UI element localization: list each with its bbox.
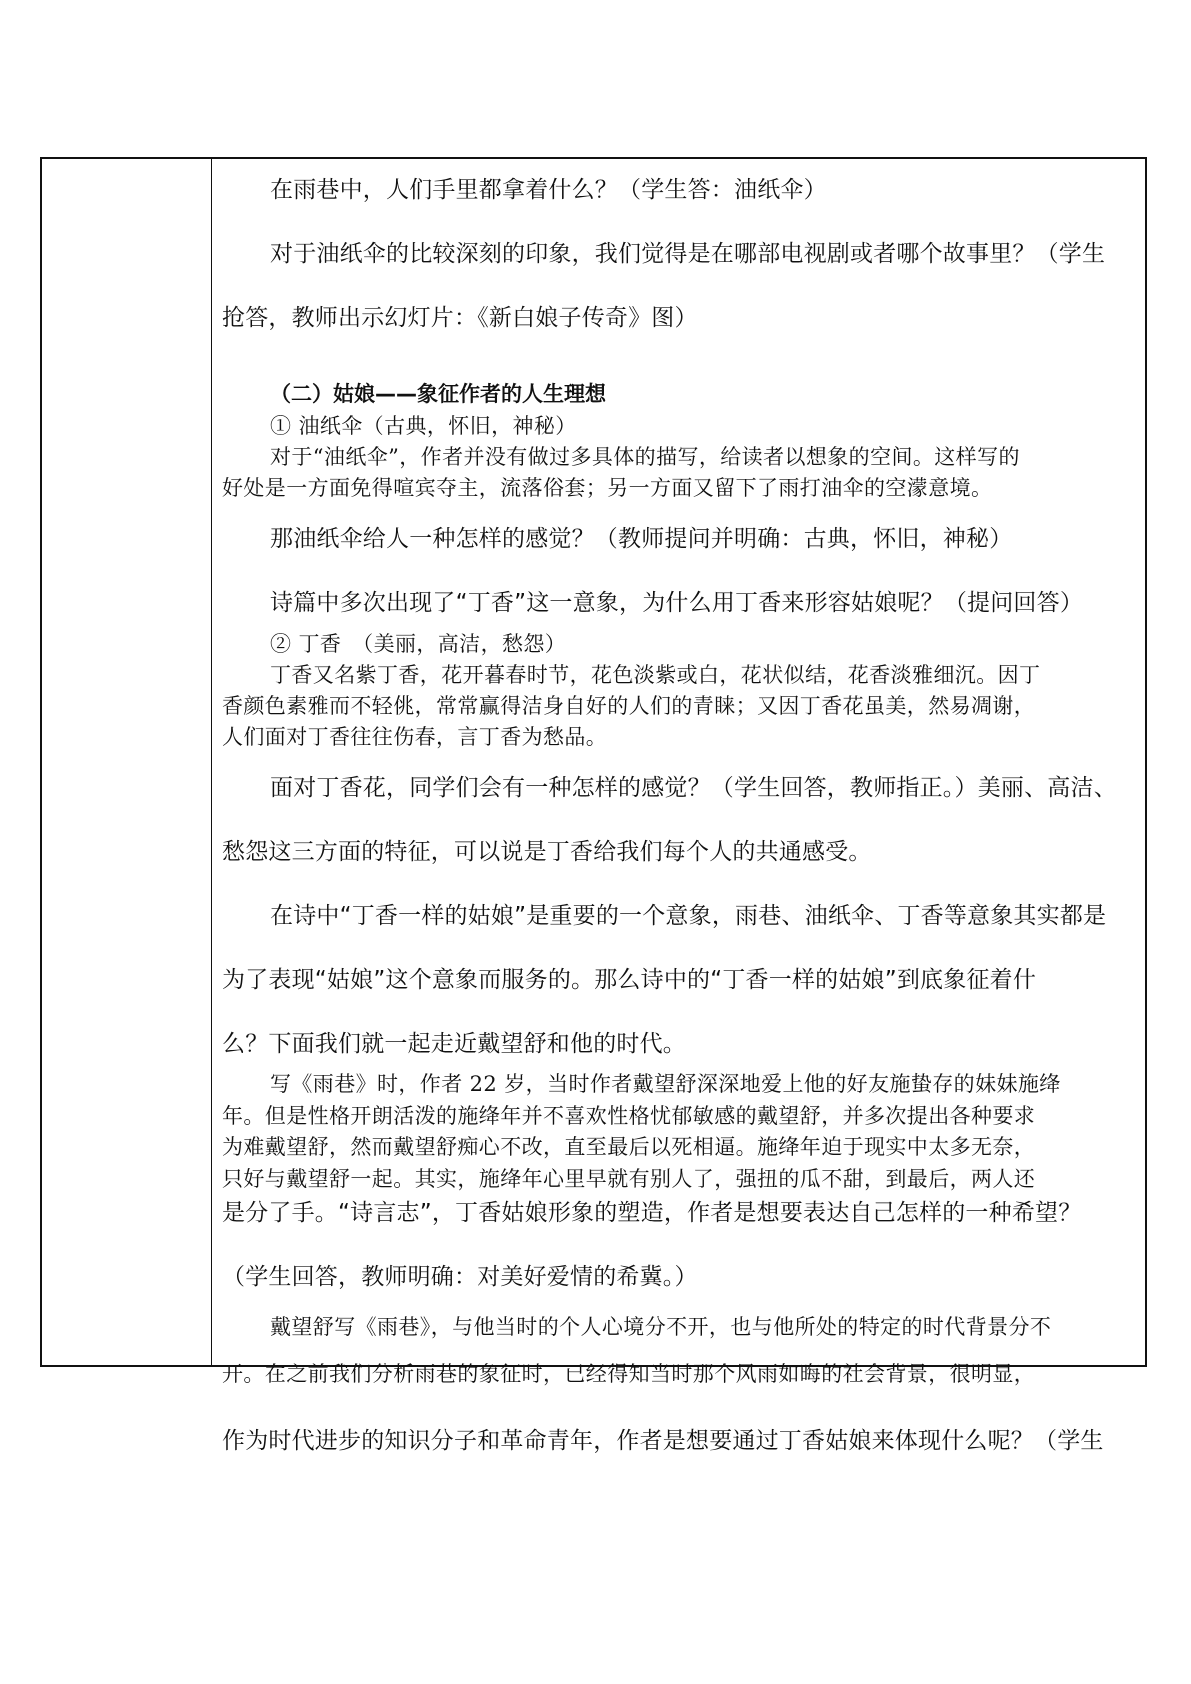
text-line: 么？下面我们就一起走近戴望舒和他的时代。: [222, 1031, 686, 1057]
text-line: 年。但是性格开朗活泼的施绛年并不喜欢性格忧郁敏感的戴望舒，并多次提出各种要求: [222, 1104, 1036, 1128]
text-line: 作为时代进步的知识分子和革命青年，作者是想要通过丁香姑娘来体现什么呢？（学生: [222, 1428, 1104, 1454]
text-line: 那油纸伞给人一种怎样的感觉？（教师提问并明确：古典，怀旧，神秘）: [270, 526, 1013, 552]
text-line: 人们面对丁香往往伤春，言丁香为愁品。: [222, 725, 608, 749]
left-column-cell: [42, 159, 212, 1365]
text-line: （学生回答，教师明确：对美好爱情的希冀。）: [222, 1264, 698, 1290]
text-line: 对于“油纸伞”，作者并没有做过多具体的描写，给读者以想象的空间。这样写的: [270, 445, 1020, 469]
text-line: 为了表现“姑娘”这个意象而服务的。那么诗中的“丁香一样的姑娘”到底象征着什: [222, 967, 1037, 993]
text-line: 好处是一方面免得喧宾夺主，流落俗套；另一方面又留下了雨打油伞的空濛意境。: [222, 476, 993, 500]
text-line: 只好与戴望舒一起。其实，施绛年心里早就有别人了，强扭的瓜不甜，到最后，两人还: [222, 1167, 1036, 1191]
text-line: 抢答，教师出示幻灯片：《新白娘子传奇》图）: [222, 305, 698, 331]
text-line: 香颜色素雅而不轻佻，常常赢得洁身自好的人们的青睐；又因丁香花虽美，然易凋谢，: [222, 694, 1036, 718]
text-line: 愁怨这三方面的特征，可以说是丁香给我们每个人的共通感受。: [222, 839, 872, 865]
text-line: 是分了手。“诗言志”，丁香姑娘形象的塑造，作者是想要表达自己怎样的一种希望？: [222, 1200, 1082, 1226]
text-line: ① 油纸伞（古典，怀旧，神秘）: [270, 414, 577, 438]
text-line: 为难戴望舒，然而戴望舒痴心不改，直至最后以死相逼。施绛年迫于现实中太多无奈，: [222, 1135, 1036, 1159]
text-line: 在雨巷中，人们手里都拿着什么？（学生答：油纸伞）: [270, 177, 827, 203]
text-line: ② 丁香 （美丽，高洁，愁怨）: [270, 632, 567, 656]
text-line: （二）姑娘——象征作者的人生理想: [270, 382, 606, 406]
text-line: 戴望舒写《雨巷》，与他当时的个人心境分不开，也与他所处的特定的时代背景分不: [270, 1315, 1052, 1339]
text-line: 诗篇中多次出现了“丁香”这一意象，为什么用丁香来形容姑娘呢？（提问回答）: [270, 590, 1084, 616]
text-line: 写《雨巷》时，作者 22 岁，当时作者戴望舒深深地爱上他的好友施蛰存的妹妹施绛: [270, 1072, 1061, 1096]
text-line: 开。在之前我们分析雨巷的象征时，已经得知当时那个风雨如晦的社会背景，很明显，: [222, 1362, 1036, 1386]
text-line: 对于油纸伞的比较深刻的印象，我们觉得是在哪部电视剧或者哪个故事里？（学生: [270, 241, 1106, 267]
text-line: 丁香又名紫丁香，花开暮春时节，花色淡紫或白，花状似结，花香淡雅细沉。因丁: [270, 663, 1041, 687]
text-line: 在诗中“丁香一样的姑娘”是重要的一个意象，雨巷、油纸伞、丁香等意象其实都是: [270, 903, 1107, 929]
text-line: 面对丁香花，同学们会有一种怎样的感觉？（学生回答，教师指正。）美丽、高洁、: [270, 775, 1117, 801]
